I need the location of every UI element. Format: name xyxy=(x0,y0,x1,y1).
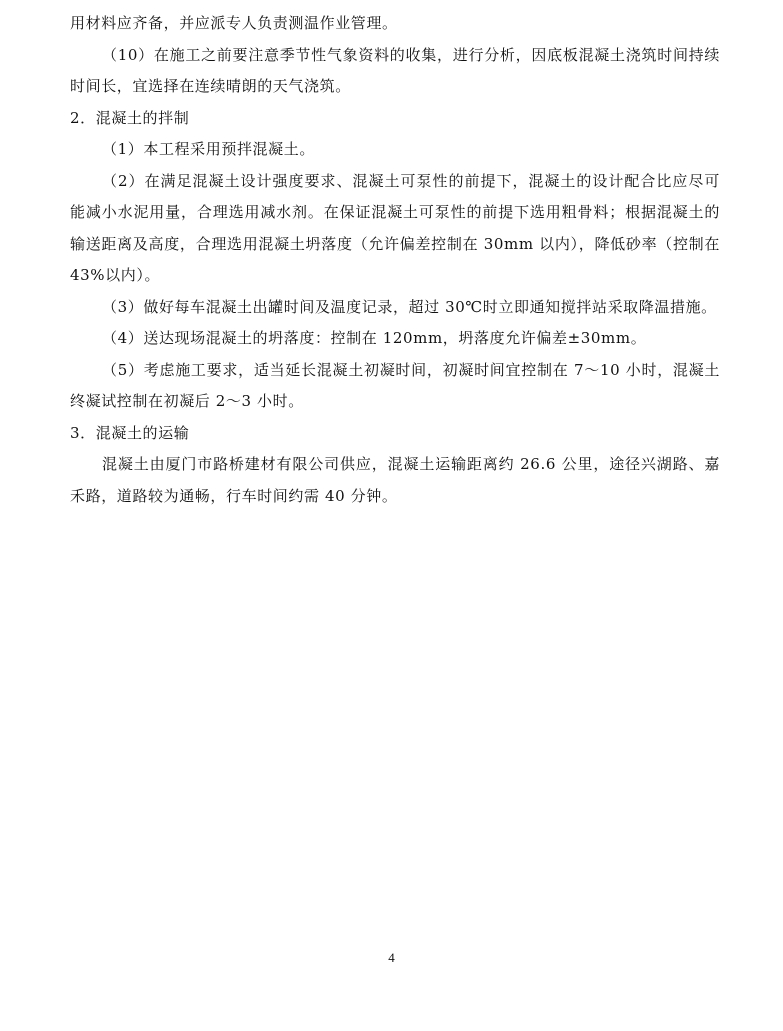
section-heading-mixing: 2．混凝土的拌制 xyxy=(70,108,190,127)
paragraph-slump: （4）送达现场混凝土的坍落度：控制在 120mm，坍落度允许偏差±30mm。 xyxy=(102,329,647,347)
paragraph-transport: 混凝土由厦门市路桥建材有限公司供应，混凝土运输距离约 26.6 公里，途径兴湖路、嘉禾路，道路较为通畅，行车时间约需 40 分钟。 xyxy=(70,455,720,505)
paragraph-temperature-record: （3）做好每车混凝土出罐时间及温度记录，超过 30℃时立即通知搅拌站采取降温措施。 xyxy=(102,297,717,316)
paragraph-premixed: （1）本工程采用预拌混凝土。 xyxy=(102,140,315,158)
section-heading-transport: 3．混凝土的运输 xyxy=(70,423,190,442)
paragraph-mix-design: （2）在满足混凝土设计强度要求、混凝土可泵性的前提下，混凝土的设计配合比应尽可能减小水泥用量，合理选用减水剂。在保证混凝土可泵性的前提下选用粗骨料；根据混凝土的输送距离及高度，合理选用混凝土坍落度（允许偏差控制在 30mm 以内），降低砂率（控制在 43%以内）。 xyxy=(70,171,720,284)
page-number: 4 xyxy=(388,950,395,965)
paragraph-weather: （10）在施工之前要注意季节性气象资料的收集，进行分析，因底板混凝土浇筑时间持续时间长，宜选择在连续晴朗的天气浇筑。 xyxy=(70,45,720,95)
document-page xyxy=(70,8,720,512)
paragraph-setting-time: （5）考虑施工要求，适当延长混凝土初凝时间，初凝时间宜控制在 7～10 小时，混凝土终凝试控制在初凝后 2～3 小时。 xyxy=(70,360,720,410)
paragraph-materials: 用材料应齐备，并应派专人负责测温作业管理。 xyxy=(70,14,398,32)
